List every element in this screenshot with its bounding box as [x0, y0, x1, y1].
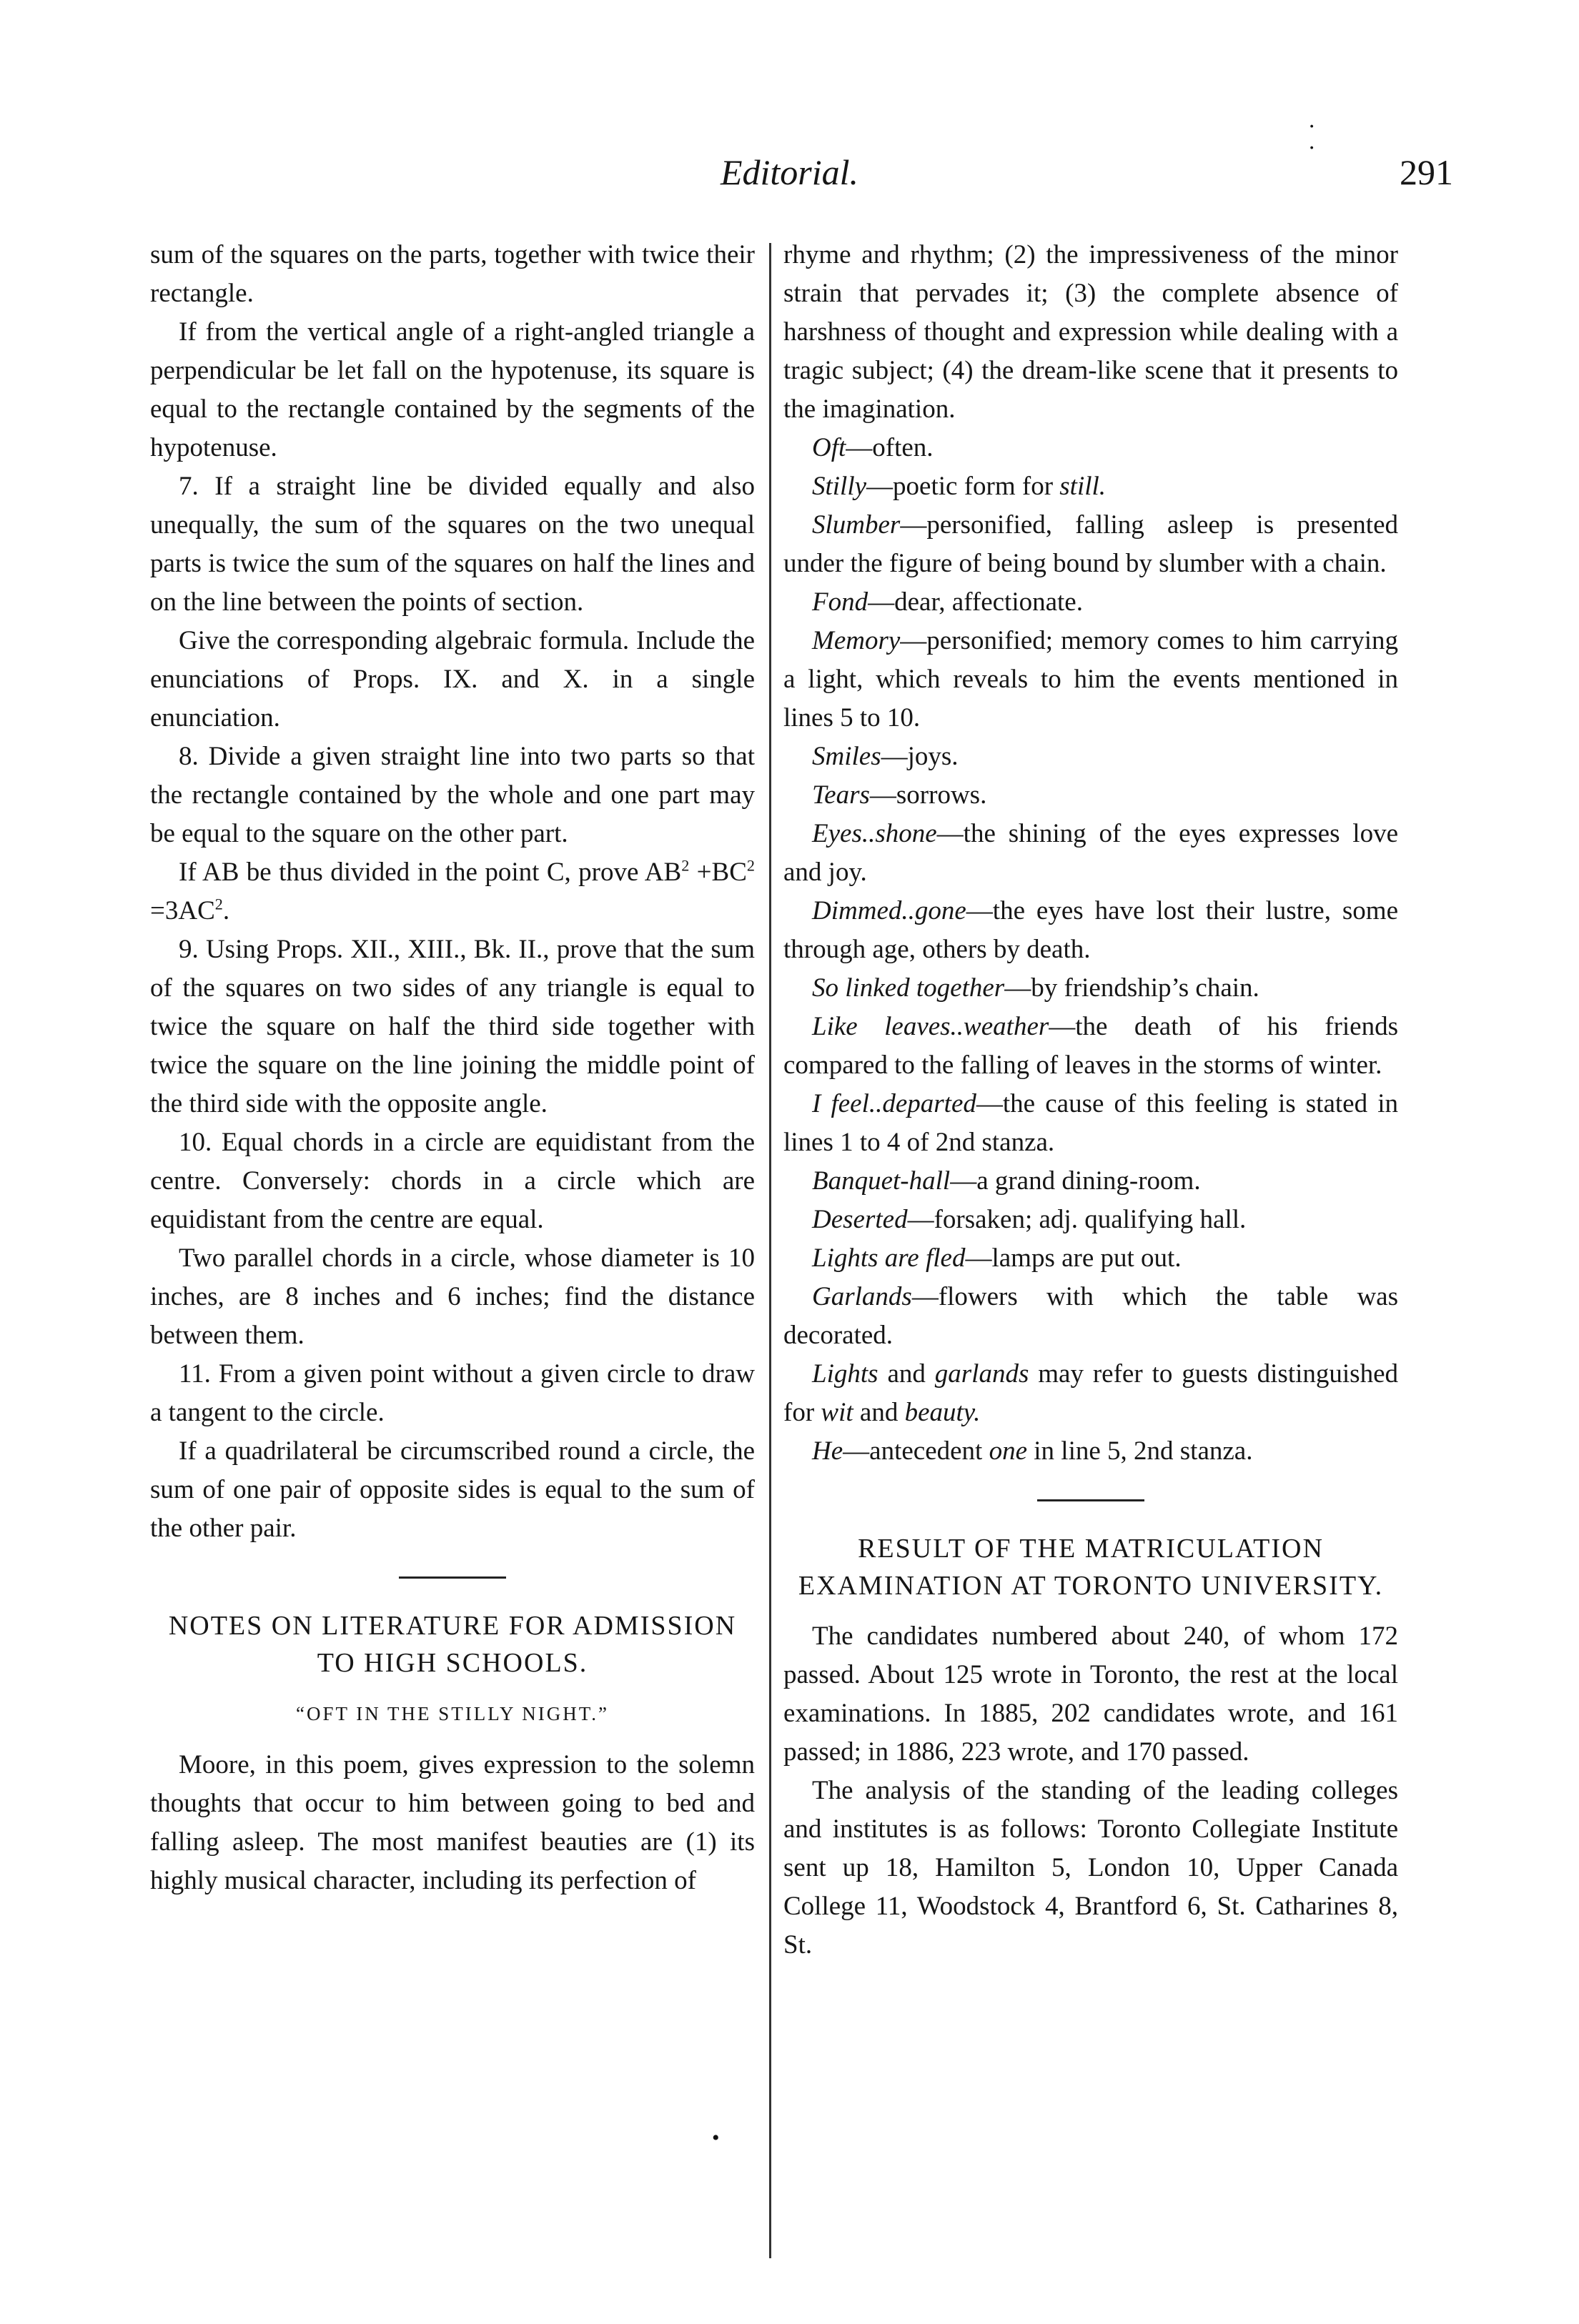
paragraph: The analysis of the standing of the leading colleges and institutes is as follows: Toronto Collegiate Institute sent up 18, Hamilton 5, London 10, Upper Canada College 11, Woodstock 4, Brantford 6, St. Catharines 8, St.: [783, 1776, 1398, 1960]
section-heading-literature: NOTES ON LITERATURE FOR ADMISSION TO HIGH SCHOOLS.: [168, 1611, 737, 1678]
paragraph: If from the vertical angle of a right-angled triangle a perpendicular be let fall on the hypotenuse, its square is equal to the rectangle contained by the segments of the hypotenuse.: [150, 317, 755, 462]
column-divider: [769, 243, 771, 2258]
right-column: [783, 236, 1398, 1965]
glossary-entry: Deserted—forsaken; adj. qualifying hall.: [812, 1205, 1247, 1234]
paragraph: Two parallel chords in a circle, whose diameter is 10 inches, are 8 inches and 6 inches; find the distance between them.: [150, 1243, 755, 1350]
formula-paragraph: If AB be thus divided in the point C, prove $AB^2 +BC^2 =3AC^2$.: [150, 856, 756, 925]
glossary-entry: Smiles—joys.: [812, 742, 959, 771]
ink-speck: •: [712, 2126, 720, 2150]
glossary-entry: Lights are fled—lamps are put out.: [812, 1243, 1182, 1273]
section-separator: [399, 1576, 506, 1579]
glossary-entry: Dimmed..gone—the eyes have lost their lustre, some through age, others by death.: [783, 896, 1398, 964]
glossary-entry: Slumber—personified, falling asleep is presented under the figure of being bound by slumber with a chain.: [783, 510, 1398, 578]
ink-speck: ⋅: [1308, 136, 1316, 160]
paragraph: 9. Using Props. XII., XIII., Bk. II., prove that the sum of the squares on two sides of any triangle is equal to twice the square on half the third side together with twice the square on the line joining the middle point of the third side with the opposite angle.: [150, 935, 755, 1118]
glossary-entry: I feel..departed—the cause of this feeling is stated in lines 1 to 4 of 2nd stanza.: [783, 1089, 1398, 1157]
paragraph: 7. If a straight line be divided equally and also unequally, the sum of the squares on the two unequal parts is twice the sum of the squares on half the lines and on the line between the points of section.: [150, 472, 755, 617]
glossary-entry: So linked together—by friendship’s chain.: [812, 973, 1259, 1003]
glossary-entry: Oft—often.: [812, 433, 934, 462]
paragraph: rhyme and rhythm; (2) the impressiveness of the minor strain that pervades it; (3) the complete absence of harshness of thought and expression while dealing with a tragic subject; (4) the dream-like scene that it presents to the imagination.: [783, 240, 1398, 424]
glossary-entry: Tears—sorrows.: [812, 780, 987, 810]
glossary-entry: Fond—dear, affectionate.: [812, 587, 1083, 617]
glossary-entry: Stilly—poetic form for still.: [812, 472, 1107, 501]
glossary-entry: Garlands—flowers with which the table was decorated.: [783, 1282, 1398, 1350]
section-heading-matriculation: RESULT OF THE MATRICULATION EXAMINATION AT TORONTO UNIVERSITY.: [798, 1534, 1384, 1601]
paragraph: 10. Equal chords in a circle are equidistant from the centre. Conversely: chords in a circle which are equidistant from the centre are equal.: [150, 1128, 755, 1234]
running-header-title: Editorial.: [720, 152, 859, 192]
glossary-entry: Eyes..shone—the shining of the eyes expresses love and joy.: [783, 819, 1398, 887]
glossary-entry: Like leaves..weather—the death of his friends compared to the falling of leaves in the storms of winter.: [783, 1012, 1398, 1080]
paragraph: The candidates numbered about 240, of whom 172 passed. About 125 wrote in Toronto, the rest at the local examinations. In 1885, 202 candidates wrote, and 161 passed; in 1886, 223 wrote, and 170 passed.: [783, 1622, 1398, 1767]
paragraph: 8. Divide a given straight line into two parts so that the rectangle contained by the whole and one part may be equal to the square on the other part.: [150, 742, 755, 848]
page-number: 291: [1400, 152, 1453, 192]
paragraph: 11. From a given point without a given circle to draw a tangent to the circle.: [150, 1359, 755, 1427]
note-he: He—antecedent one in line 5, 2nd stanza.: [812, 1436, 1253, 1466]
paragraph: If a quadrilateral be circumscribed round a circle, the sum of one pair of opposite sides is equal to the sum of the other pair.: [150, 1436, 755, 1543]
left-column: [150, 236, 755, 1900]
paragraph: Give the corresponding algebraic formula. Include the enunciations of Props. IX. and X. in a single enunciation.: [150, 626, 755, 733]
ink-speck: ⋅: [1308, 115, 1316, 139]
note-lights-garlands: Lights and garlands may refer to guests distinguished for wit and beauty.: [783, 1359, 1398, 1427]
poem-title: “OFT IN THE STILLY NIGHT.”: [296, 1703, 609, 1724]
paragraph: Moore, in this poem, gives expression to the solemn thoughts that occur to him between going to bed and falling asleep. The most manifest beauties are (1) its highly musical character, including its perfection of: [150, 1750, 755, 1895]
glossary-entry: Memory—personified; memory comes to him carrying a light, which reveals to him the events mentioned in lines 5 to 10.: [783, 626, 1398, 733]
section-separator: [1037, 1499, 1144, 1501]
paragraph: sum of the squares on the parts, together with twice their rectangle.: [150, 240, 755, 308]
glossary-entry: Banquet-hall—a grand dining-room.: [812, 1166, 1201, 1196]
